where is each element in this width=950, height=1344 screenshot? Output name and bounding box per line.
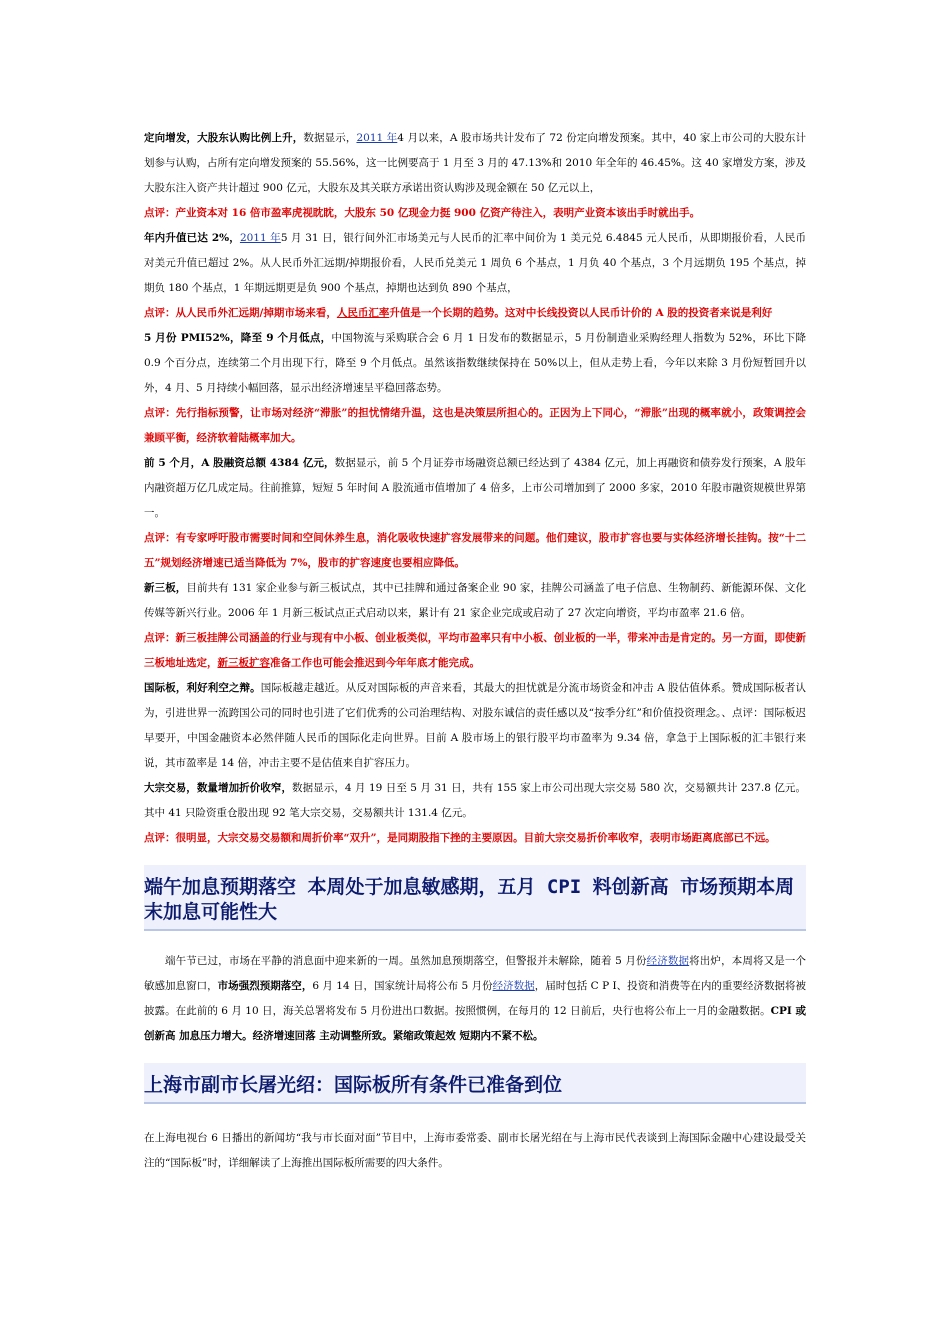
lead-text: 前 5 个月，A 股融资总额 4384 亿元， [144, 457, 335, 469]
paragraph-shanghai: 在上海电视台 6 日播出的新闻坊“我与市长面对面”节目中，上海市委常委、副市长屠光绍在与上海市民代表谈到上海国际金融中心建设最受关注的“国际板”时，详细解读了上海推出国际板所需要的四大条件。 [144, 1132, 806, 1169]
lead-text: 国际板，利好利空之辩。 [144, 682, 261, 694]
section-heading-shanghai: 上海市副市长屠光绍：国际板所有条件已准备到位 [144, 1063, 806, 1104]
paragraph-rmb-appreciation: 年内升值已达 2%，2011 年5 月 31 日，银行间外汇市场美元与人民币的汇率中间价为 1 美元兑 6.4845 元人民币，从即期报价看，人民币对美元升值已超过 2%。从人民币外汇远期/掉期报价看，人民币兑美元 1 周负 6 个基点，1 月负 40 个基点，3 个月远期负 195 个基点，掉期负 180 个基点，1 年期远期更是负 900 个基点，掉期也达到负 890 个基点， [144, 232, 806, 294]
paragraph-rate-hike: 端午节已过，市场在平静的消息面中迎来新的一周。虽然加息预期落空，但警报并未解除，随着 5 月份经济数据将出炉，本周将又是一个敏感加息窗口，市场强烈预期落空，6 月 14 日，国家统计局将公布 5 月份经济数据，届时包括 C P I、投资和消费等在内的重要经济数据将被披露。在此前的 6 月 10 日，海关总署将发布 5 月份进出口数据。按照惯例，在每月的 12 日前后，央行也将公布上一月的金融数据。CPI 或创新高 加息压力增大。经济增速回落 主动调整所致。紧缩政策起效 短期内不紧不松。 [144, 955, 807, 1042]
paragraph-financing: 前 5 个月，A 股融资总额 4384 亿元，数据显示，前 5 个月证券市场融资总额已经达到了 4384 亿元，加上再融资和债券发行预案，A 股年内融资超万亿几成定局。往前推算，短短 5 年时间 A 股流通市值增加了 4 倍多，上市公司增加到了 2000 多家，2010 年股市融资规模世界第一。 [144, 457, 806, 519]
comment: 点评：新三板挂牌公司涵盖的行业与现有中小板、创业板类似，平均市盈率只有中小板、创业板的一半，带来冲击是肯定的。另一方面，即使新三板地址选定，新三板扩容准备工作也可能会推迟到今年年底才能完成。 [144, 632, 806, 669]
comment: 点评：先行指标预警，让市场对经济“滞胀”的担忧情绪升温，这也是决策层所担心的。正因为上下同心，“滞胀”出现的概率就小，政策调控会兼顾平衡，经济软着陆概率加大。 [144, 407, 806, 444]
lead-text: 5 月份 PMI52%，降至 9 个月低点， [144, 332, 332, 344]
lead-text: 定向增发，大股东认购比例上升， [144, 132, 304, 144]
comment: 点评：很明显，大宗交易交易额和周折价率“双升”，是同期股指下挫的主要原因。目前大宗交易折价率收窄，表明市场距离底部已不远。 [144, 832, 776, 844]
paragraph-private-placement: 定向增发，大股东认购比例上升，数据显示，2011 年4 月以来，A 股市场共计发布了 72 份定向增发预案。其中，40 家上市公司的大股东计划参与认购，占所有定向增发预案的 55.56%，这一比例要高于 1 月至 3 月的 47.13%和 2010 年全年的 46.45%。这 40 家增发方案，涉及大股东注入资产共计超过 900 亿元，大股东及其关联方承诺出资认购涉及现金额在 50 亿元以上， [144, 132, 807, 194]
comment: 点评：有专家呼吁股市需要时间和空间休养生息，消化吸收快速扩容发展带来的问题。他们建议，股市扩容也要与实体经济增长挂钩。按“十二五”规划经济增速已适当降低为 7%，股市的扩容速度也要相应降低。 [144, 532, 806, 569]
lead-text: 年内升值已达 2%， [144, 232, 240, 244]
lead-text: 新三板， [144, 582, 187, 594]
article [144, 126, 806, 1176]
paragraph-pmi: 5 月份 PMI52%，降至 9 个月低点，中国物流与采购联合会 6 月 1 日发布的数据显示，5 月份制造业采购经理人指数为 52%，环比下降 0.9 个百分点，连续第二个月出现下行，降至 9 个月低点。虽然该指数继续保持在 50%以上，但从走势上看，今年以来除 3 月份短暂回升以外，4 月、5 月持续小幅回落，显示出经济增速呈平稳回落态势。 [144, 332, 806, 394]
lead-text: 大宗交易，数量增加折价收窄， [144, 782, 293, 794]
economic-data-link[interactable]: 经济数据 [492, 980, 535, 992]
paragraph-international-board: 国际板，利好利空之辩。国际板越走越近。从反对国际板的声音来看，其最大的担忧就是分流市场资金和冲击 A 股估值体系。赞成国际板者认为，引进世界一流跨国公司的同时也引进了它们优秀的公司治理结构、对股东诚信的责任感以及“按季分红”和价值投资理念。、点评：国际板迟早要开，中国金融资本必然伴随人民币的国际化走向世界。目前 A 股市场上的银行股平均市盈率为 9.34 倍，拿急于上国际板的汇丰银行来说，其市盈率是 14 倍，冲击主要不是估值来自扩容压力。 [144, 682, 807, 769]
date-link[interactable]: 2011 年 [356, 132, 398, 144]
comment: 点评：从人民币外汇远期/掉期市场来看，人民币汇率升值是一个长期的趋势。这对中长线投资以人民币计价的 A 股的投资者来说是利好 [144, 307, 773, 319]
economic-data-link[interactable]: 经济数据 [646, 955, 690, 967]
rmb-rate-link[interactable]: 人民币汇率 [336, 307, 390, 319]
third-board-expansion-link[interactable]: 新三板扩容 [217, 657, 270, 669]
comment: 点评：产业资本对 16 倍市盈率虎视眈眈，大股东 50 亿现金力挺 900 亿资产待注入，表明产业资本该出手时就出手。 [144, 207, 701, 219]
paragraph-block-trade: 大宗交易，数量增加折价收窄，数据显示，4 月 19 日至 5 月 31 日，共有 155 家上市公司出现大宗交易 580 次，交易额共计 237.8 亿元。其中 41 只险资重仓股出现 92 笔大宗交易，交易额共计 131.4 亿元。 [144, 782, 806, 819]
paragraph-new-third-board: 新三板，目前共有 131 家企业参与新三板试点，其中已挂牌和通过备案企业 90 家，挂牌公司涵盖了电子信息、生物制药、新能源环保、文化传媒等新兴行业。2006 年 1 月新三板试点正式启动以来，累计有 21 家企业完成或启动了 27 次定向增资，平均市盈率 21.6 倍。 [144, 582, 806, 619]
date-link[interactable]: 2011 年 [239, 232, 281, 244]
section-heading-rate-hike: 端午加息预期落空 本周处于加息敏感期，五月 CPI 料创新高 市场预期本周末加息可能性大 [144, 865, 806, 931]
